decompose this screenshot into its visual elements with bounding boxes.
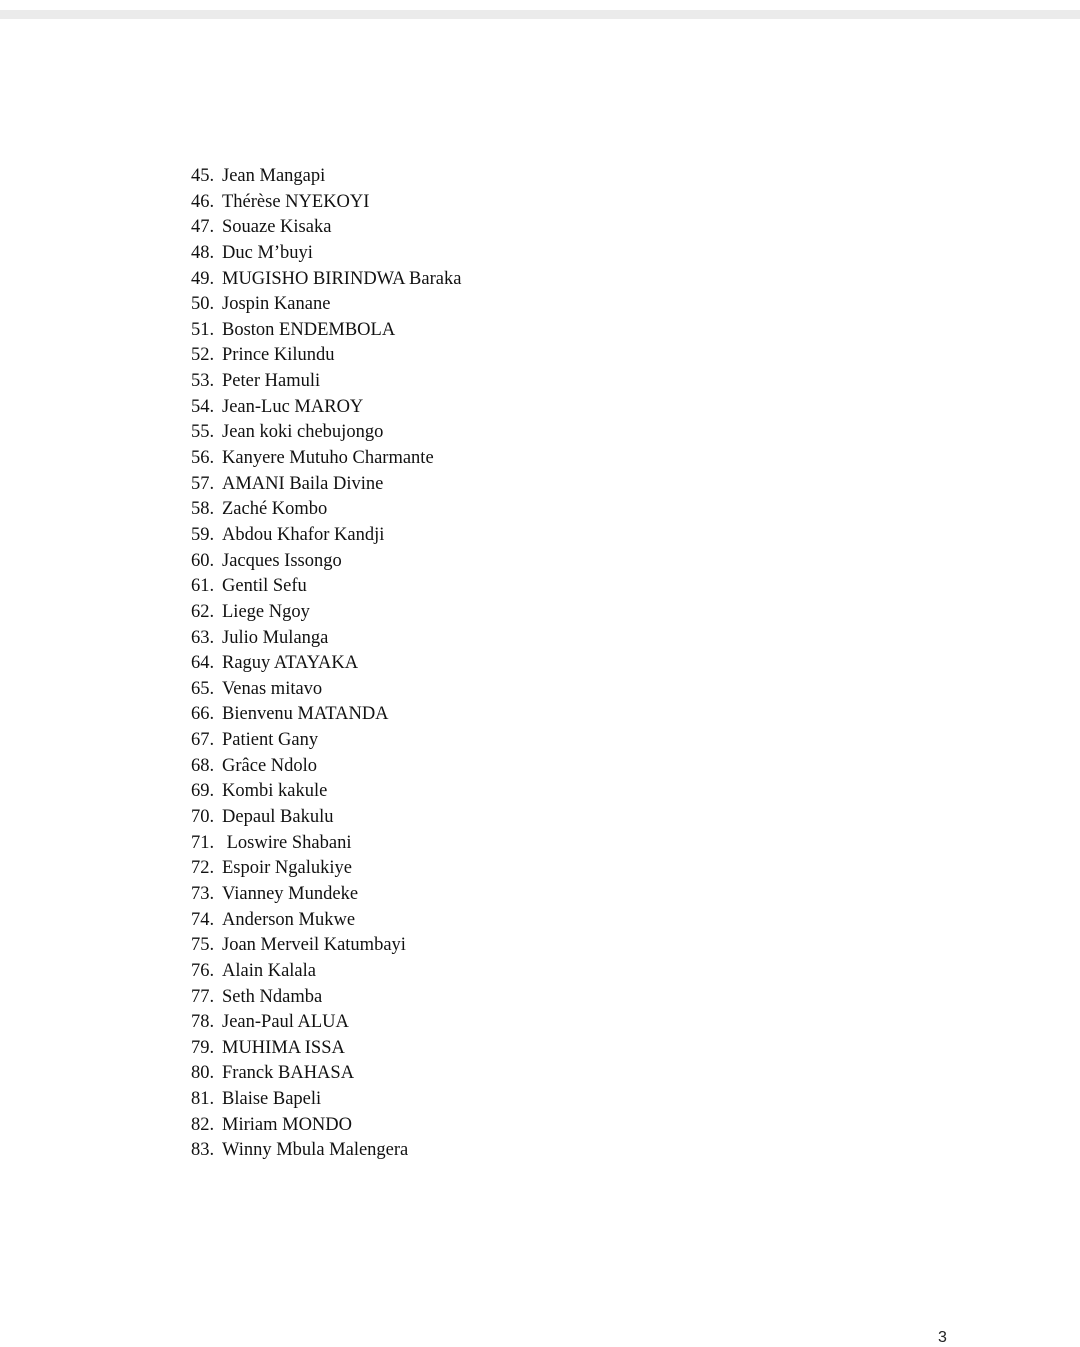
list-item-name: Seth Ndamba: [222, 986, 323, 1007]
list-item: [191, 343, 461, 369]
list-item-number: 47.: [191, 217, 215, 238]
list-item-name: Peter Hamuli: [222, 371, 321, 392]
list-item-name: Gentil Sefu: [222, 576, 307, 597]
list-item-number: 60.: [191, 550, 215, 571]
list-item: [191, 882, 461, 908]
list-item: [191, 728, 461, 754]
list-item-name: Vianney Mundeke: [222, 883, 359, 904]
list-item-name: Abdou Khafor Kandji: [222, 524, 385, 545]
list-item-name: Jean koki chebujongo: [222, 422, 384, 443]
list-item-number: 48.: [191, 242, 215, 263]
name-list: [191, 164, 461, 1164]
list-item: [191, 292, 461, 318]
list-item-name: MUHIMA ISSA: [222, 1037, 345, 1058]
list-item-number: 81.: [191, 1089, 215, 1110]
list-item: [191, 1010, 461, 1036]
list-item-number: 55.: [191, 422, 215, 443]
list-item-number: 56.: [191, 448, 215, 469]
list-item-name: Liege Ngoy: [222, 601, 310, 622]
list-item-name: Souaze Kisaka: [222, 217, 332, 238]
list-item-number: 67.: [191, 730, 215, 751]
list-item-name: Boston ENDEMBOLA: [222, 319, 396, 340]
list-item-number: 57.: [191, 473, 215, 494]
list-item-name: Kombi kakule: [222, 781, 328, 802]
page-number: 3: [938, 1329, 947, 1346]
list-item-number: 78.: [191, 1012, 215, 1033]
list-item: [191, 702, 461, 728]
list-item-name: Depaul Bakulu: [222, 807, 334, 828]
list-item-number: 53.: [191, 371, 215, 392]
list-item: [191, 1087, 461, 1113]
list-item: [191, 190, 461, 216]
list-item-number: 59.: [191, 524, 215, 545]
list-item: [191, 1036, 461, 1062]
list-item-number: 70.: [191, 807, 215, 828]
list-item-name: Blaise Bapeli: [222, 1089, 322, 1110]
list-item-number: 75.: [191, 935, 215, 956]
list-item-number: 54.: [191, 396, 215, 417]
list-item: [191, 805, 461, 831]
list-item-number: 77.: [191, 986, 215, 1007]
list-item-name: Espoir Ngalukiye: [222, 858, 352, 879]
list-item-number: 73.: [191, 883, 215, 904]
list-item-name: Alain Kalala: [222, 960, 316, 981]
list-item-name: Grâce Ndolo: [222, 755, 318, 776]
list-item: [191, 549, 461, 575]
list-item: [191, 908, 461, 934]
list-item: [191, 754, 461, 780]
list-item-name: Miriam MONDO: [222, 1114, 353, 1135]
viewer-top-bar: [0, 10, 1080, 19]
list-item-number: 71.: [191, 832, 215, 853]
list-item-number: 66.: [191, 704, 215, 725]
list-item-name: Jean Mangapi: [222, 166, 326, 186]
list-item: [191, 395, 461, 421]
list-item: [191, 318, 461, 344]
list-item-name: Duc M’buyi: [222, 242, 313, 263]
list-item: [191, 959, 461, 985]
list-item-name: Jospin Kanane: [222, 294, 331, 315]
list-item-number: 74.: [191, 909, 215, 930]
list-item-name: AMANI Baila Divine: [222, 473, 384, 494]
list-item-name: Raguy ATAYAKA: [222, 653, 359, 674]
list-item-name: Bienvenu MATANDA: [222, 704, 389, 725]
list-item-number: 76.: [191, 960, 215, 981]
list-item-name: Kanyere Mutuho Charmante: [222, 448, 434, 469]
list-item-number: 51.: [191, 319, 215, 340]
list-item-number: 82.: [191, 1114, 215, 1135]
list-item-number: 80.: [191, 1063, 215, 1084]
list-item-number: 58.: [191, 499, 215, 520]
list-item: [191, 626, 461, 652]
list-item: [191, 574, 461, 600]
list-item-number: 79.: [191, 1037, 215, 1058]
list-item-number: 65.: [191, 678, 215, 699]
list-item: [191, 1113, 461, 1139]
list-item-name: Anderson Mukwe: [222, 909, 356, 930]
list-item-number: 72.: [191, 858, 215, 879]
list-item-number: 46.: [191, 191, 215, 212]
list-item: [191, 779, 461, 805]
list-item: [191, 497, 461, 523]
list-item-number: 83.: [191, 1140, 215, 1161]
list-item: [191, 1061, 461, 1087]
list-item: [191, 446, 461, 472]
list-item-number: 63.: [191, 627, 215, 648]
list-item-name: Jean-Paul ALUA: [222, 1012, 349, 1033]
list-item: [191, 472, 461, 498]
list-item: [191, 164, 461, 190]
list-item-name: Venas mitavo: [222, 678, 323, 699]
list-item-name: Joan Merveil Katumbayi: [222, 935, 406, 956]
list-item-name: Julio Mulanga: [222, 627, 329, 648]
list-item: [191, 856, 461, 882]
list-item-number: 45.: [191, 166, 215, 186]
list-item: [191, 369, 461, 395]
list-item-name: Zaché Kombo: [222, 499, 328, 520]
list-item-name: Jean-Luc MAROY: [222, 396, 364, 417]
list-item-number: 68.: [191, 755, 215, 776]
list-item: [191, 985, 461, 1011]
list-item: [191, 215, 461, 241]
list-item: [191, 677, 461, 703]
list-item: [191, 600, 461, 626]
list-item: [191, 831, 461, 857]
list-item: [191, 267, 461, 293]
list-item-name: Jacques Issongo: [222, 550, 342, 571]
document-page: [0, 19, 1080, 1345]
list-item: [191, 1138, 461, 1164]
list-item-name: MUGISHO BIRINDWA Baraka: [222, 268, 462, 289]
list-item-number: 50.: [191, 294, 215, 315]
list-item-number: 61.: [191, 576, 215, 597]
list-item-name: Patient Gany: [222, 730, 319, 751]
list-item-name: Loswire Shabani: [222, 832, 352, 853]
list-item: [191, 933, 461, 959]
list-item: [191, 241, 461, 267]
list-item-number: 64.: [191, 653, 215, 674]
list-item: [191, 523, 461, 549]
list-item-number: 52.: [191, 345, 215, 366]
list-item-name: Winny Mbula Malengera: [222, 1140, 409, 1161]
list-item-name: Thérèse NYEKOYI: [222, 191, 370, 212]
list-item-name: Prince Kilundu: [222, 345, 335, 366]
list-item-name: Franck BAHASA: [222, 1063, 355, 1084]
list-item-number: 69.: [191, 781, 215, 802]
list-item: [191, 651, 461, 677]
list-item: [191, 420, 461, 446]
list-item-number: 62.: [191, 601, 215, 622]
list-item-number: 49.: [191, 268, 215, 289]
